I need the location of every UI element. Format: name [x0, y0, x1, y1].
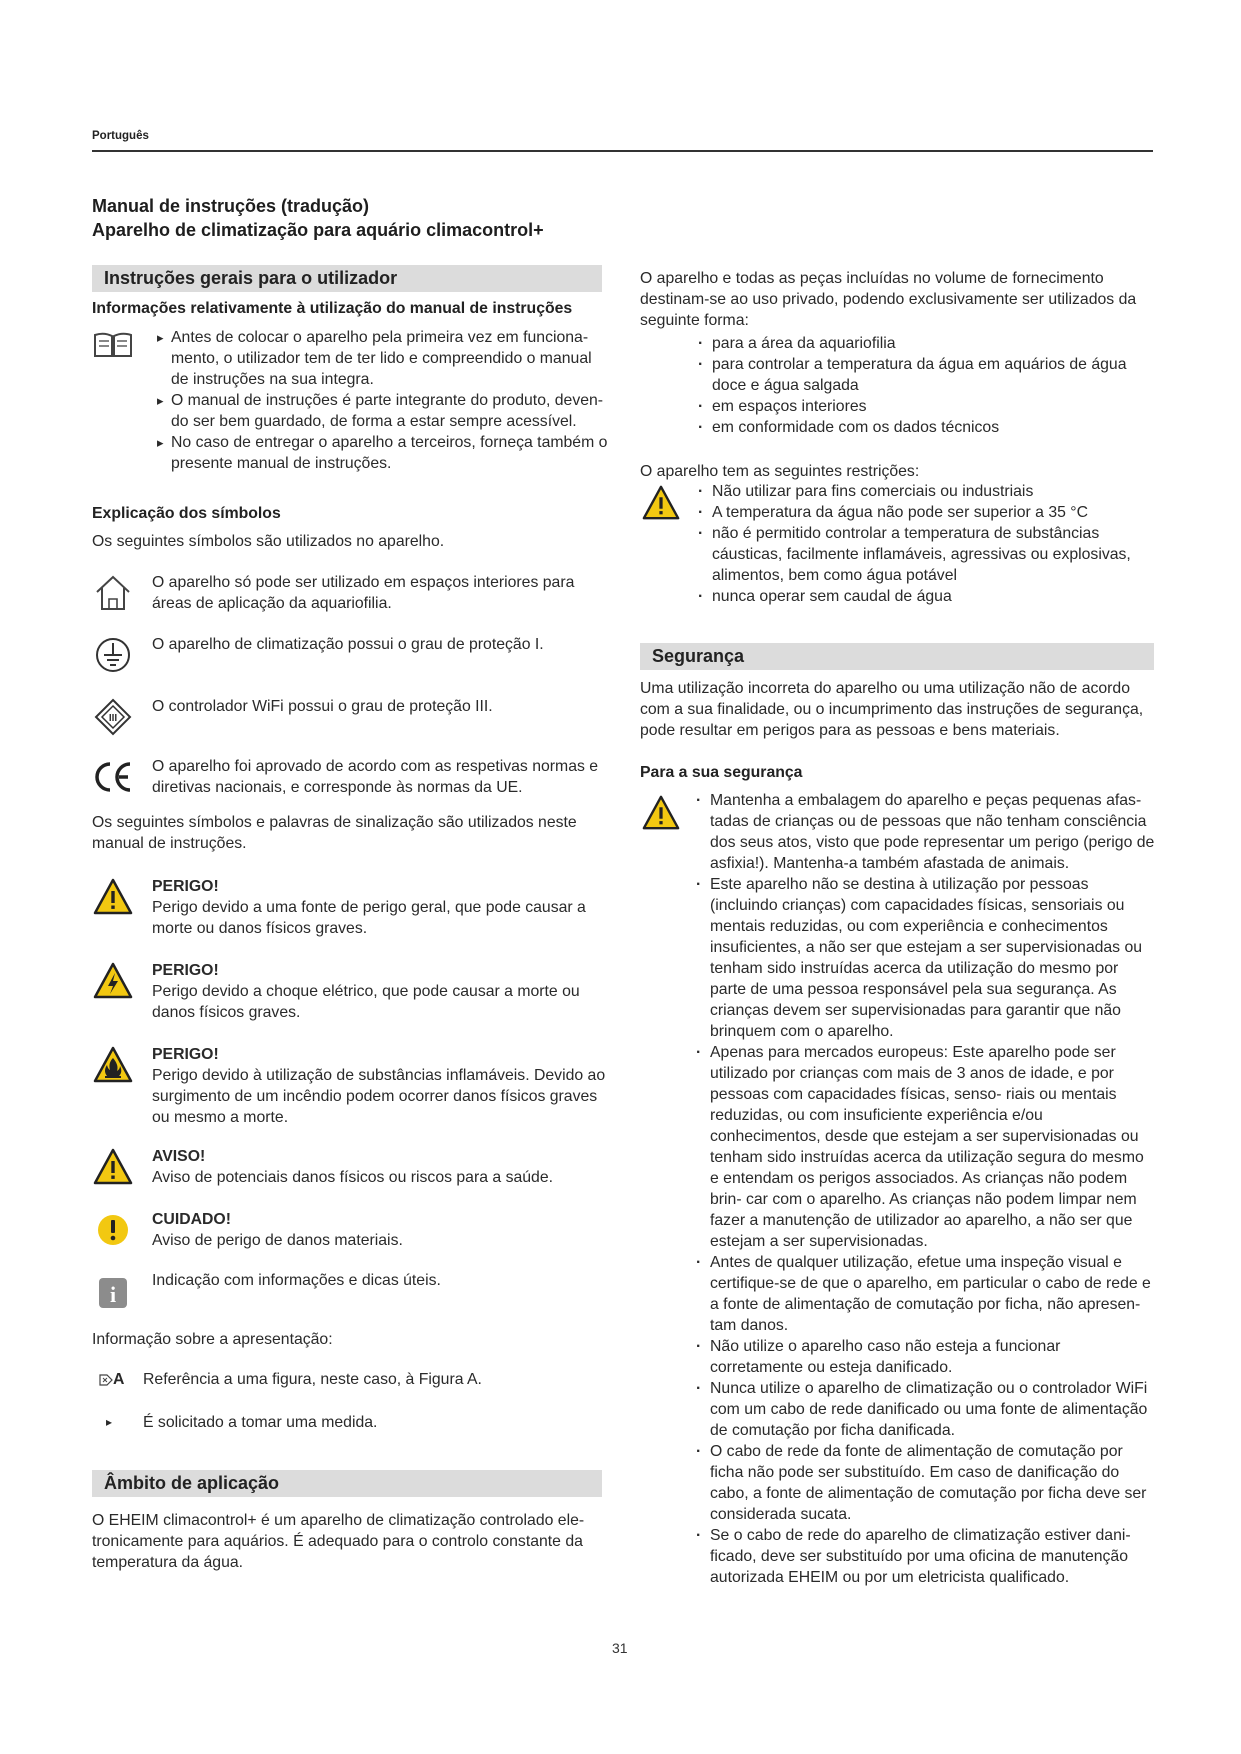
list-item: · Se o cabo de rede do aparelho de climatização estiver dani- ficado, deve ser substituído por uma oficina de manutenção autorizada EHEIM ou por um eletricista qualificado. [696, 1525, 1156, 1588]
signal-word: PERIGO! [152, 878, 219, 895]
manual-info-list [157, 327, 612, 474]
signal-word: AVISO! [152, 1148, 206, 1165]
symbol-text: O aparelho foi aprovado de acordo com as respetivas normas e diretivas nacionais, e corresponde às normas da UE. [152, 758, 599, 796]
symbol-text: O aparelho só pode ser utilizado em espaços interiores para áreas de aplicação da aquariofilia. [152, 574, 575, 612]
symbol-row-protection-1 [92, 634, 612, 676]
page-number: 31 [612, 1640, 628, 1656]
list-item: · Nunca utilize o aparelho de climatização ou o controlador WiFi com um cabo de rede danificado ou uma fonte de alimentação de comutação por ficha danificada. [696, 1378, 1156, 1441]
symbols-intro: Os seguintes símbolos são utilizados no aparelho. [92, 533, 445, 550]
list-item: · nunca operar sem caudal de água [698, 586, 1153, 607]
list-item: · não é permitido controlar a temperatura de substâncias cáusticas, facilmente inflamáveis, agressivas ou explosivas, alimentos, bem como água potável [698, 523, 1153, 586]
house-icon [92, 572, 134, 614]
presentation-intro: Informação sobre a apresentação: [92, 1331, 333, 1348]
signal-word: PERIGO! [152, 1046, 219, 1063]
list-item: · para a área da aquariofilia [698, 333, 1153, 354]
list-item: · Este aparelho não se destina à utilização por pessoas (incluindo crianças) com capacidades físicas, sensoriais ou mentais reduzidas, ou com experiência e conhecimentos insuficientes, a não ser que estejam a ser supervisionadas ou tenham sido instruídas acerca da utilização do mesmo por parte de uma pessoa responsável pela sua segurança. As crianças devem ser supervisionadas para garantir que não brinquem com o aparelho. [696, 874, 1156, 1042]
signal-text: Perigo devido à utilização de substâncias inflamáveis. Devido ao surgimento de um incêndio podem ocorrer danos físicos graves ou mesmo a morte. [152, 1067, 606, 1126]
signal-word: CUIDADO! [152, 1211, 231, 1228]
list-item: ▸ Antes de colocar o aparelho pela primeira vez em funciona- mento, o utilizador tem de ter lido e compreendido o manual de instruções na sua integra. [157, 327, 612, 390]
header-rule [92, 150, 1153, 152]
symbol-row-ce [92, 756, 612, 804]
list-item: · Não utilizar para fins comerciais ou industriais [698, 481, 1153, 502]
signal-text: Aviso de perigo de danos materiais. [152, 1232, 403, 1249]
protection-class-1-icon [92, 634, 134, 676]
your-safety-heading: Para a sua segurança [640, 764, 803, 781]
signal-row-danger-general [92, 876, 612, 940]
restrictions-list [698, 481, 1153, 607]
figure-reference-marker: A [113, 1371, 125, 1388]
symbols-heading: Explicação dos símbolos [92, 505, 281, 522]
flammable-icon [92, 1044, 134, 1086]
list-item: · em espaços interiores [698, 396, 1153, 417]
symbol-row-indoor [92, 572, 612, 620]
figure-reference-icon [98, 1372, 114, 1388]
book-icon [92, 330, 134, 360]
list-item: · Não utilize o aparelho caso não esteja a funcionar corretamente ou esteja danificado. [696, 1336, 1156, 1378]
warning-triangle-icon [640, 793, 682, 833]
safety-intro: Uma utilização incorreta do aparelho ou uma utilização não de acordo com a sua finalidade, ou o incumprimento das instruções de segurança, pode resultar em perigos para as pessoas e bens materiais. [640, 680, 1144, 739]
action-row [98, 1412, 618, 1436]
signal-text: Perigo devido a uma fonte de perigo geral, que pode causar a morte ou danos físicos graves. [152, 899, 586, 937]
warning-triangle-icon [92, 876, 134, 918]
manual-info-heading: Informações relativamente à utilização do manual de instruções [92, 300, 573, 317]
info-icon [92, 1270, 134, 1312]
restrictions-intro: O aparelho tem as seguintes restrições: [640, 463, 920, 480]
intended-use-intro: O aparelho e todas as peças incluídas no volume de fornecimento destinam-se ao uso privado, podendo exclusivamente ser utilizados da seguinte forma: [640, 270, 1137, 329]
list-item: · Antes de qualquer utilização, efetue uma inspeção visual e certifique-se de que o aparelho, em particular o cabo de rede e a fonte de alimentação de comutação por ficha, não apresen- tam danos. [696, 1252, 1156, 1336]
electric-shock-icon [92, 960, 134, 1002]
symbol-row-protection-3 [92, 696, 612, 738]
action-arrow-icon: ▸ [106, 1415, 113, 1429]
signal-intro: Os seguintes símbolos e palavras de sinalização são utilizados neste manual de instruções. [92, 814, 577, 852]
list-item: · para controlar a temperatura da água em aquários de água doce e água salgada [698, 354, 1153, 396]
document-title-line2: Aparelho de climatização para aquário climacontrol+ [92, 220, 544, 240]
list-item: · A temperatura da água não pode ser superior a 35 °C [698, 502, 1153, 523]
signal-row-danger-flammable [92, 1044, 612, 1134]
list-item: ▸ No caso de entregar o aparelho a terceiros, forneça também o presente manual de instruções. [157, 432, 612, 474]
document-title-line1: Manual de instruções (tradução) [92, 196, 370, 216]
signal-text: Aviso de potenciais danos físicos ou riscos para a saúde. [152, 1169, 554, 1186]
safety-list [696, 790, 1156, 1588]
document-title [92, 194, 544, 242]
figure-reference-row [98, 1369, 618, 1393]
scope-text: O EHEIM climacontrol+ é um aparelho de climatização controlado ele- tronicamente para aquários. É adequado para o controlo constante da temperatura da água. [92, 1512, 585, 1571]
intended-use-list [698, 333, 1153, 438]
caution-icon [92, 1209, 134, 1251]
list-item: · O cabo de rede da fonte de alimentação de comutação por ficha não pode ser substituído. Em caso de danificação do cabo, a fonte de alimentação de comutação por ficha deve ser considerada sucata. [696, 1441, 1156, 1525]
list-item: · em conformidade com os dados técnicos [698, 417, 1153, 438]
signal-word: PERIGO! [152, 962, 219, 979]
list-item: · Apenas para mercados europeus: Este aparelho pode ser utilizado por crianças com mais de 3 anos de idade, e por pessoas com capacidades físicas, senso- riais ou mentais reduzidas, ou com insuficiente experiência e/ou conhecimentos, desde que estejam a ser supervisionadas ou tenham sido instruídas acerca da utilização segura do mesmo e entendam os perigos associados. As crianças não podem brin- car com o aparelho. As crianças não podem limpar nem fazer a manutenção de utilizador ao aparelho, a não ser que estejam a ser supervisionadas. [696, 1042, 1156, 1252]
ce-mark-icon [92, 756, 134, 798]
signal-row-info [92, 1270, 612, 1316]
symbol-text: O aparelho de climatização possui o grau de proteção I. [152, 636, 544, 653]
general-instructions-heading: Instruções gerais para o utilizador [92, 265, 602, 292]
action-text: É solicitado a tomar uma medida. [143, 1414, 378, 1431]
figure-reference-text: Referência a uma figura, neste caso, à Figura A. [143, 1371, 482, 1388]
scope-heading: Âmbito de aplicação [92, 1470, 602, 1497]
svg-text:III: III [108, 713, 118, 724]
symbol-text: O controlador WiFi possui o grau de proteção III. [152, 698, 493, 715]
signal-text: Perigo devido a choque elétrico, que pode causar a morte ou danos físicos graves. [152, 983, 580, 1021]
warning-triangle-icon [92, 1146, 134, 1188]
warning-triangle-icon [640, 483, 682, 523]
signal-row-warning [92, 1146, 612, 1192]
svg-text:i: i [109, 1282, 117, 1307]
signal-row-danger-electric [92, 960, 612, 1024]
signal-row-caution [92, 1209, 612, 1255]
language-label: Português [92, 130, 149, 142]
signal-text: Indicação com informações e dicas úteis. [152, 1272, 441, 1289]
protection-class-3-icon [92, 696, 134, 738]
safety-heading: Segurança [640, 643, 1154, 670]
list-item: ▸ O manual de instruções é parte integrante do produto, deven- do ser bem guardado, de forma a estar sempre acessível. [157, 390, 612, 432]
list-item: · Mantenha a embalagem do aparelho e peças pequenas afas- tadas de crianças ou de pessoas que não tenham consciência dos seus atos, visto que pode representar um perigo (perigo de asfixia!). Mantenha-a também afastada de animais. [696, 790, 1156, 874]
